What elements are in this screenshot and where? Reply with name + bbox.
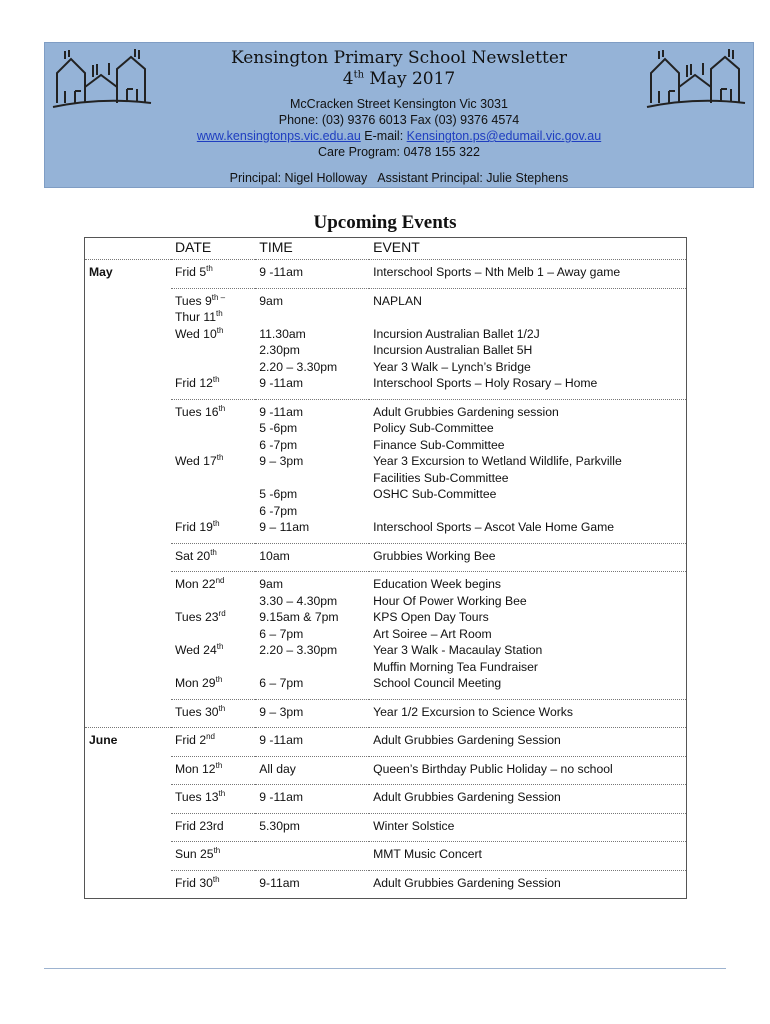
event-cell: MMT Music Concert	[369, 842, 686, 871]
column-header-event: EVENT	[369, 238, 686, 260]
time-cell: 5.30pm	[255, 813, 369, 842]
event-cell: Adult Grubbies Gardening Session	[369, 870, 686, 899]
time-cell: 9 -11am 5 -6pm 6 -7pm 9 – 3pm 5 -6pm 6 -7pm 9 – 11am	[255, 399, 369, 543]
principals-line	[45, 171, 753, 185]
event-cell: NAPLAN Incursion Australian Ballet 1/2J Incursion Australian Ballet 5H Year 3 Walk – Lynch’s Bridge Interschool Sports – Holy Rosary – Home	[369, 288, 686, 399]
date-cell: Tues $9^{th -}$ Thur 11th Wed 10th Frid 12th	[171, 288, 255, 399]
event-cell: Year 1/2 Excursion to Science Works	[369, 699, 686, 728]
newsletter-header	[44, 42, 754, 188]
school-contact-links	[45, 129, 753, 143]
table-row	[85, 399, 687, 543]
time-cell: 9am 11.30am 2.30pm 2.20 – 3.30pm 9 -11am	[255, 288, 369, 399]
footer-divider	[44, 968, 726, 969]
event-cell: Winter Solstice	[369, 813, 686, 842]
table-row	[85, 813, 687, 842]
newsletter-title: Kensington Primary School Newsletter	[230, 48, 568, 68]
date-cell: Mon 22nd Tues 23rd Wed 24th Mon 29th	[171, 572, 255, 700]
table-row	[85, 785, 687, 814]
event-cell: Education Week begins Hour Of Power Working Bee KPS Open Day Tours Art Soiree – Art Room Year 3 Walk - Macaulay Station Muffin Morning Tea Fundraiser School Council Meeting	[369, 572, 686, 700]
event-cell: Grubbies Working Bee	[369, 543, 686, 572]
time-cell: 10am	[255, 543, 369, 572]
table-row	[85, 756, 687, 785]
newsletter-date: 4th May 2017	[342, 69, 456, 89]
date-cell: Frid 2nd	[171, 728, 255, 757]
school-phone-fax: Phone: (03) 9376 6013 Fax (03) 9376 4574	[278, 113, 520, 127]
time-cell: 9-11am	[255, 870, 369, 899]
time-cell: All day	[255, 756, 369, 785]
time-cell	[255, 842, 369, 871]
table-header-row	[85, 238, 687, 260]
month-label: June	[85, 728, 171, 757]
table-row	[85, 699, 687, 728]
table-row	[85, 543, 687, 572]
date-cell: Sat 20th	[171, 543, 255, 572]
column-header-time: TIME	[255, 238, 369, 260]
event-cell: Queen’s Birthday Public Holiday – no school	[369, 756, 686, 785]
events-table	[84, 237, 687, 899]
email-link[interactable]: Kensington.ps@edumail.vic.gov.au	[406, 129, 602, 143]
time-cell: 9 -11am	[255, 785, 369, 814]
principal: Principal: Nigel Holloway	[229, 171, 368, 185]
website-link[interactable]: www.kensingtonps.vic.edu.au	[196, 129, 361, 143]
school-address: McCracken Street Kensington Vic 3031	[290, 97, 508, 111]
assistant-principal: Assistant Principal: Julie Stephens	[377, 171, 569, 185]
table-row	[85, 870, 687, 899]
table-row	[85, 842, 687, 871]
email-label: E-mail:	[364, 129, 404, 143]
date-cell: Frid 30th	[171, 870, 255, 899]
table-row	[85, 288, 687, 399]
table-row	[85, 728, 687, 757]
care-program: Care Program: 0478 155 322	[318, 145, 480, 159]
date-cell: Sun 25th	[171, 842, 255, 871]
time-cell: 9am 3.30 – 4.30pm 9.15am & 7pm 6 – 7pm 2.20 – 3.30pm 6 – 7pm	[255, 572, 369, 700]
date-cell: Mon 12th	[171, 756, 255, 785]
time-cell: 9 – 3pm	[255, 699, 369, 728]
event-cell: Adult Grubbies Gardening session Policy Sub-Committee Finance Sub-Committee Year 3 Excursion to Wetland Wildlife, Parkville Facilities Sub-Committee OSHC Sub-Committee Interschool Sports – Ascot Vale Home Game	[369, 399, 686, 543]
table-row	[85, 260, 687, 289]
time-cell: 9 -11am	[255, 728, 369, 757]
time-cell: 9 -11am	[255, 260, 369, 289]
event-cell: Adult Grubbies Gardening Session	[369, 785, 686, 814]
month-label: May	[85, 260, 171, 289]
date-cell: Frid 23rd	[171, 813, 255, 842]
table-row	[85, 572, 687, 700]
event-cell: Interschool Sports – Nth Melb 1 – Away game	[369, 260, 686, 289]
date-cell: Tues 30th	[171, 699, 255, 728]
date-cell: Tues 16th Wed 17th Frid 19th	[171, 399, 255, 543]
date-cell: Tues 13th	[171, 785, 255, 814]
date-cell: Frid 5th	[171, 260, 255, 289]
section-title: Upcoming Events	[313, 212, 457, 233]
event-cell: Adult Grubbies Gardening Session	[369, 728, 686, 757]
column-header-date: DATE	[171, 238, 255, 260]
